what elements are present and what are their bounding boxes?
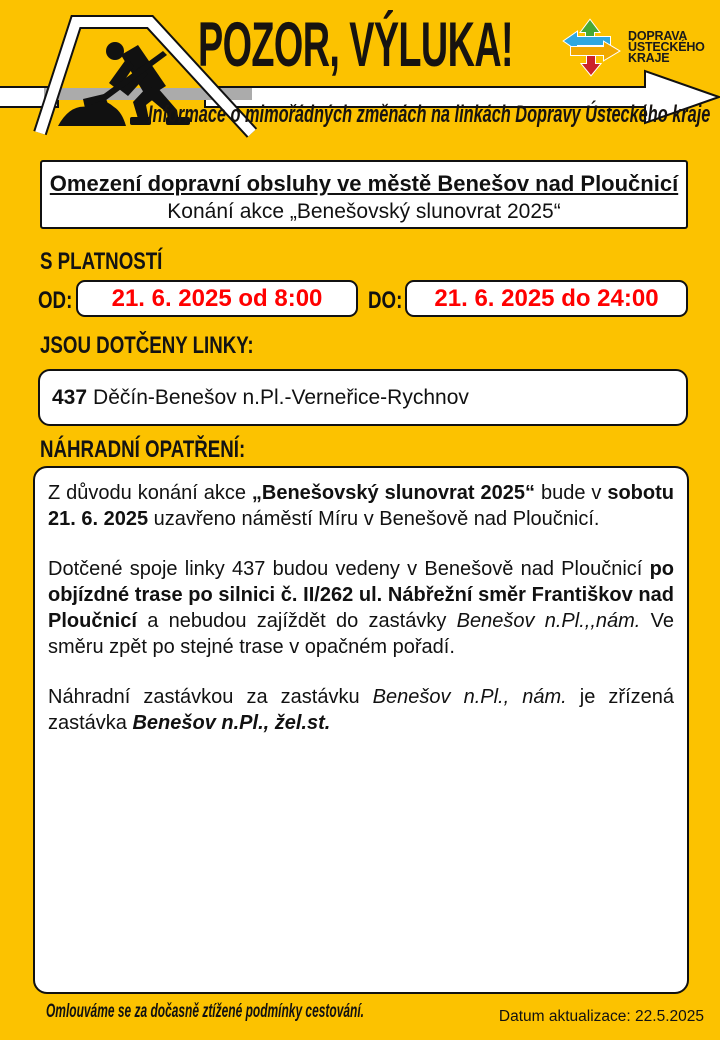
- line-number: 437: [52, 385, 88, 409]
- measures-box: [33, 466, 689, 994]
- validity-from-value: 21. 6. 2025 od 8:00: [111, 284, 323, 312]
- notice-event: Konání akce „Benešovský slunovrat 2025“: [167, 200, 561, 223]
- measures-heading: NÁHRADNÍ OPATŘENÍ:: [40, 436, 246, 463]
- measures-paragraph: Náhradní zastávkou za zastávku Benešov n.Pl., nám. je zřízená zastávka Benešov n.Pl., žel.st.: [48, 686, 675, 734]
- affected-line-box: [38, 369, 688, 426]
- duk-arrows-icon: [561, 15, 621, 79]
- validity-from-box: [76, 280, 358, 317]
- poster-title: POZOR, VÝLUKA!: [198, 10, 514, 80]
- poster-subtitle: Informace o mimořádných změnách na linkách Dopravy Ústeckého kraje: [148, 101, 711, 128]
- footer-apology: Omlouváme se za dočasně ztížené podmínky cestování.: [46, 1001, 364, 1022]
- notice-title: Omezení dopravní obsluhy ve městě Benešov nad Ploučnicí: [49, 171, 679, 196]
- validity-heading: S PLATNOSTÍ: [40, 248, 163, 275]
- duk-logo: [561, 15, 705, 79]
- duk-logo-line2: ÚSTECKÉHO: [628, 39, 705, 54]
- duk-logo-line1: DOPRAVA: [628, 28, 688, 43]
- notice-box: [40, 160, 688, 229]
- validity-from-label: OD:: [38, 287, 73, 314]
- footer-updated-date: Datum aktualizace: 22.5.2025: [498, 1008, 704, 1025]
- duk-logo-text: [628, 28, 705, 65]
- line-route: Děčín-Benešov n.Pl.-Verneřice-Rychnov: [93, 385, 469, 409]
- measures-paragraph: Z důvodu konání akce „Benešovský slunovrat 2025“ bude v sobotu 21. 6. 2025 uzavřeno náměstí Míru v Benešově nad Ploučnicí.: [48, 482, 674, 530]
- validity-to-value: 21. 6. 2025 do 24:00: [434, 284, 659, 312]
- duk-logo-line3: KRAJE: [628, 50, 670, 65]
- lines-heading: JSOU DOTČENY LINKY:: [40, 332, 254, 359]
- validity-to-label: DO:: [368, 287, 403, 314]
- measures-paragraph: Dotčené spoje linky 437 budou vedeny v Benešově nad Ploučnicí po objízdné trase po silnici č. II/262 ul. Nábřežní směr Františkov nad Ploučnicí a nebudou zajíždět do zastávky Benešov n.Pl.,,nám. Ve směru zpět po stejné trase v opačném pořadí.: [48, 558, 674, 658]
- validity-to-box: [405, 280, 688, 317]
